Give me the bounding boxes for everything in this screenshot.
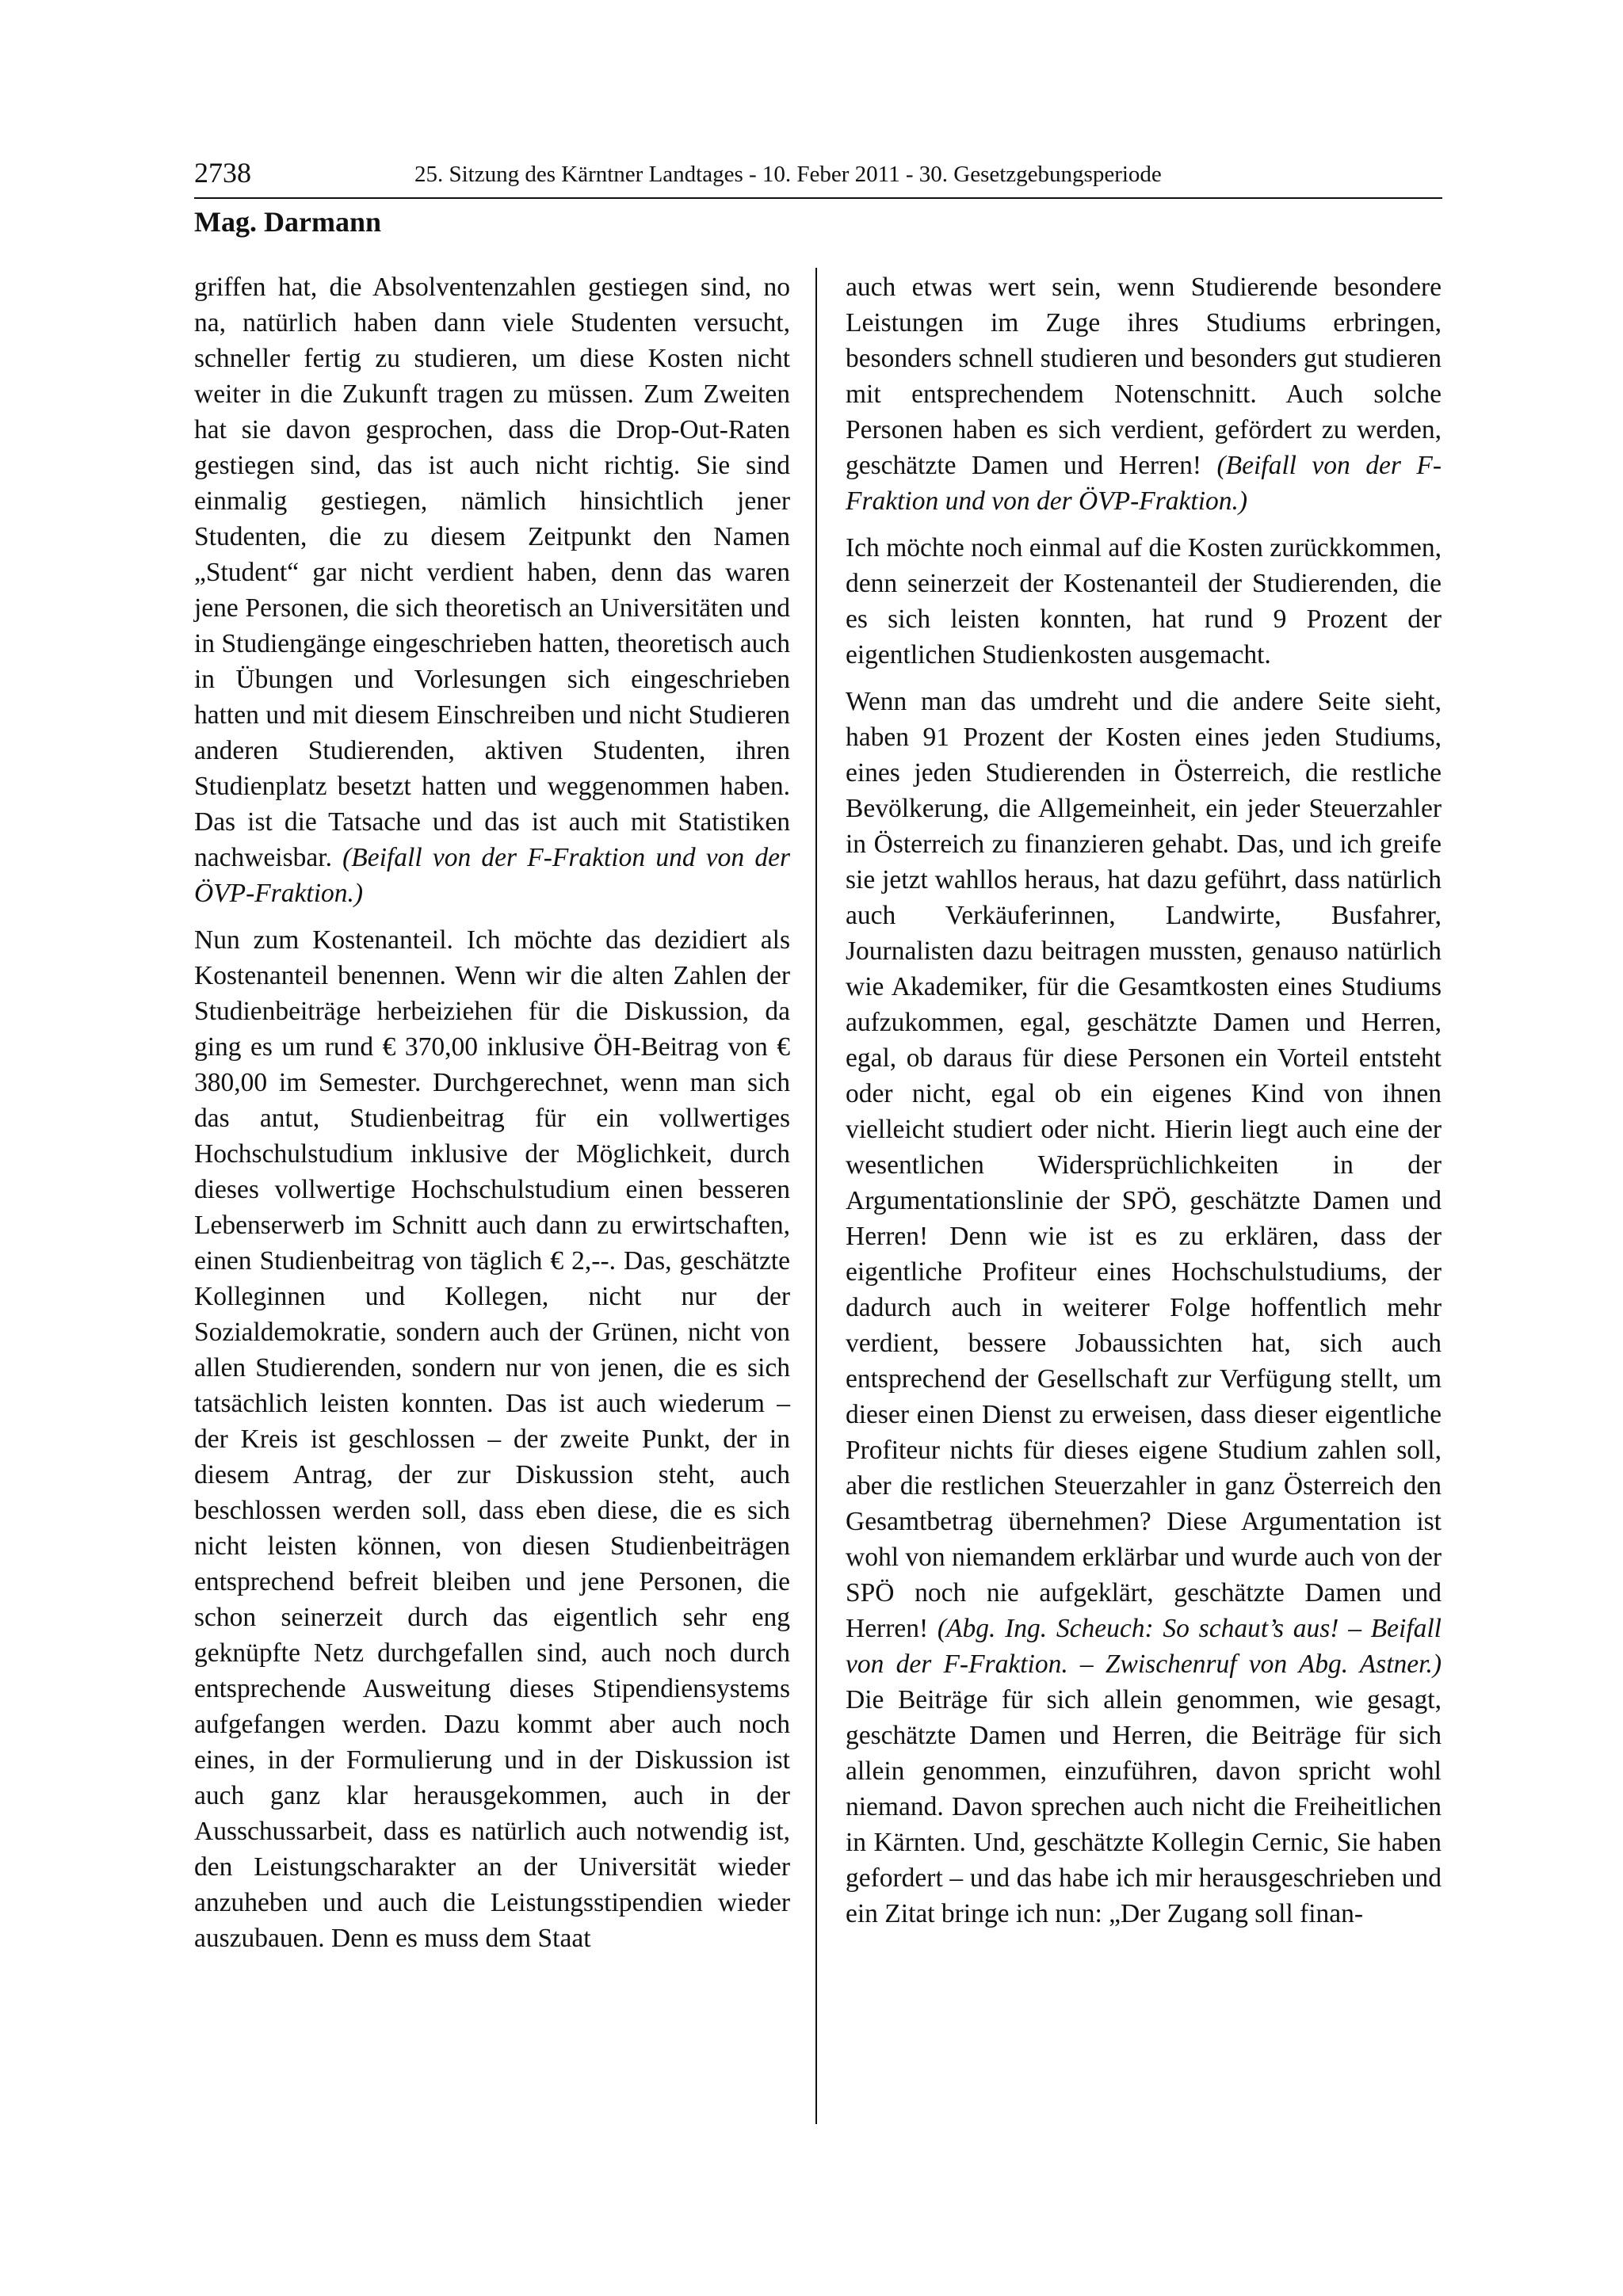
- paragraph-text: Wenn man das umdreht und die andere Seite sieht, haben 91 Prozent der Kosten eines jeden Studiums, eines jeden Studierenden in Österreich, die restliche Bevölkerung, die Allgemeinheit, ein jeder Steuerzahler in Österreich zu finanzieren gehabt. Das, und ich greife sie jetzt wahllos heraus, hat dazu geführt, dass natürlich auch Verkäuferinnen, Landwirte, Busfahrer, Journalisten dazu beitragen mussten, genauso natürlich wie Akademiker, für die Gesamtkosten eines Studiums aufzukommen, egal, geschätzte Damen und Herren, egal, ob daraus für diese Personen ein Vorteil entsteht oder nicht, egal ob ein eigenes Kind von ihnen vielleicht studiert oder nicht. Hierin liegt auch eine der wesentlichen Widersprüchlichkeiten in der Argumentationslinie der SPÖ, geschätzte Damen und Herren! Denn wie ist es zu erklären, dass der eigentliche Profiteur eines Hochschulstudiums, der dadurch auch in weiterer Folge hoffentlich mehr verdient, bessere Jobaussichten hat, sich auch entsprechend der Gesellschaft zur Verfügung stellt, um dieser einen Dienst zu erweisen, dass dieser eigentliche Profiteur nichts für dieses eigene Studium zahlen soll, aber die restlichen Steuerzahler in ganz Österreich den Gesamtbetrag übernehmen? Diese Argumentation ist wohl von niemandem erklärbar und wurde auch von der SPÖ noch nie aufgeklärt, geschätzte Damen und Herren!: [846, 687, 1442, 1643]
- paragraph: [846, 684, 1442, 1932]
- interjection: (Beifall von der F-Fraktion und von der ÖVP-Fraktion.): [846, 451, 1442, 516]
- left-column: [194, 269, 790, 1967]
- header-rule: [194, 197, 1442, 199]
- paragraph: [846, 269, 1442, 519]
- paragraph-text: Nun zum Kostenanteil. Ich möchte das dezidiert als Kostenanteil benennen. Wenn wir die alten Zahlen der Studienbeiträge herbeiziehen für die Diskussion, da ging es um rund € 370,00 inklusive ÖH-Beitrag von € 380,00 im Semester. Durchgerechnet, wenn man sich das antut, Studienbeitrag für ein vollwertiges Hochschulstudium inklusive der Möglichkeit, durch dieses vollwertige Hochschulstudium einen besseren Lebenserwerb im Schnitt auch dann zu erwirtschaften, einen Studienbeitrag von täglich € 2,--. Das, geschätzte Kolleginnen und Kollegen, nicht nur der Sozialdemokratie, sondern auch der Grünen, nicht von allen Studierenden, sondern nur von jenen, die es sich tatsächlich leisten konnten. Das ist auch wiederum – der Kreis ist geschlossen – der zweite Punkt, der in diesem Antrag, der zur Diskussion steht, auch beschlossen werden soll, dass eben diese, die es sich nicht leisten können, von diesen Studienbeiträgen entsprechend befreit bleiben und jene Personen, die schon seinerzeit durch das eigentlich sehr eng geknüpfte Netz durchgefallen sind, auch noch durch entsprechende Ausweitung dieses Stipendiensystems aufgefangen werden. Dazu kommt aber auch noch eines, in der Formulierung und in der Diskussion ist auch ganz klar herausgekommen, auch in der Ausschussarbeit, dass es natürlich auch notwendig ist, den Leistungscharakter an der Universität wieder anzuheben und auch die Leistungsstipendien wieder auszubauen. Denn es muss dem Staat: [194, 925, 790, 1953]
- interjection: (Abg. Ing. Scheuch: So schaut’s aus! – Beifall von der F-Fraktion. – Zwischenruf von Abg. Astner.): [846, 1614, 1442, 1679]
- paragraph-text: griffen hat, die Absolventenzahlen gestiegen sind, no na, natürlich haben dann viele Studenten versucht, schneller fertig zu studieren, um diese Kosten nicht weiter in die Zukunft tragen zu müssen. Zum Zweiten hat sie davon gesprochen, dass die Drop-Out-Raten gestiegen sind, das ist auch nicht richtig. Sie sind einmalig gestiegen, nämlich hinsichtlich jener Studenten, die zu diesem Zeitpunkt den Namen „Student“ gar nicht verdient haben, denn das waren jene Personen, die sich theoretisch an Universitäten und in Studiengänge eingeschrieben hatten, theoretisch auch in Übungen und Vorlesungen sich eingeschrieben hatten und mit diesem Einschreiben und nicht Studieren anderen Studierenden, aktiven Studenten, ihren Studienplatz besetzt hatten und weggenommen haben. Das ist die Tatsache und das ist auch mit Statistiken nachweisbar.: [194, 273, 790, 872]
- page-number: 2738: [194, 157, 251, 189]
- speaker-name: Mag. Darmann: [194, 206, 381, 238]
- page-header: [194, 154, 1442, 198]
- paragraph: [846, 530, 1442, 673]
- paragraph: [194, 269, 790, 911]
- paragraph-text: Die Beiträge für sich allein genommen, wie gesagt, geschätzte Damen und Herren, die Beiträge für sich allein genommen, einzuführen, davon spricht wohl niemand. Davon sprechen auch nicht die Freiheitlichen in Kärnten. Und, geschätzte Kollegin Cernic, Sie haben gefordert – und das habe ich mir herausgeschrieben und ein Zitat bringe ich nun: „Der Zugang soll finan-: [846, 1685, 1442, 1928]
- right-column: [846, 269, 1442, 1943]
- column-divider: [815, 268, 817, 2124]
- running-head: 25. Sitzung des Kärntner Landtages - 10. Feber 2011 - 30. Gesetzgebungsperiode: [414, 162, 1162, 187]
- paragraph-text: Ich möchte noch einmal auf die Kosten zurückkommen, denn seinerzeit der Kostenanteil der Studierenden, die es sich leisten konnten, hat rund 9 Prozent der eigentlichen Studienkosten ausgemacht.: [846, 533, 1442, 669]
- paragraph-text: auch etwas wert sein, wenn Studierende besondere Leistungen im Zuge ihres Studiums erbringen, besonders schnell studieren und besonders gut studieren mit entsprechendem Notenschnitt. Auch solche Personen haben es sich verdient, gefördert zu werden, geschätzte Damen und Herren!: [846, 273, 1442, 480]
- interjection: (Beifall von der F-Fraktion und von der ÖVP-Fraktion.): [194, 843, 790, 908]
- paragraph: [194, 922, 790, 1956]
